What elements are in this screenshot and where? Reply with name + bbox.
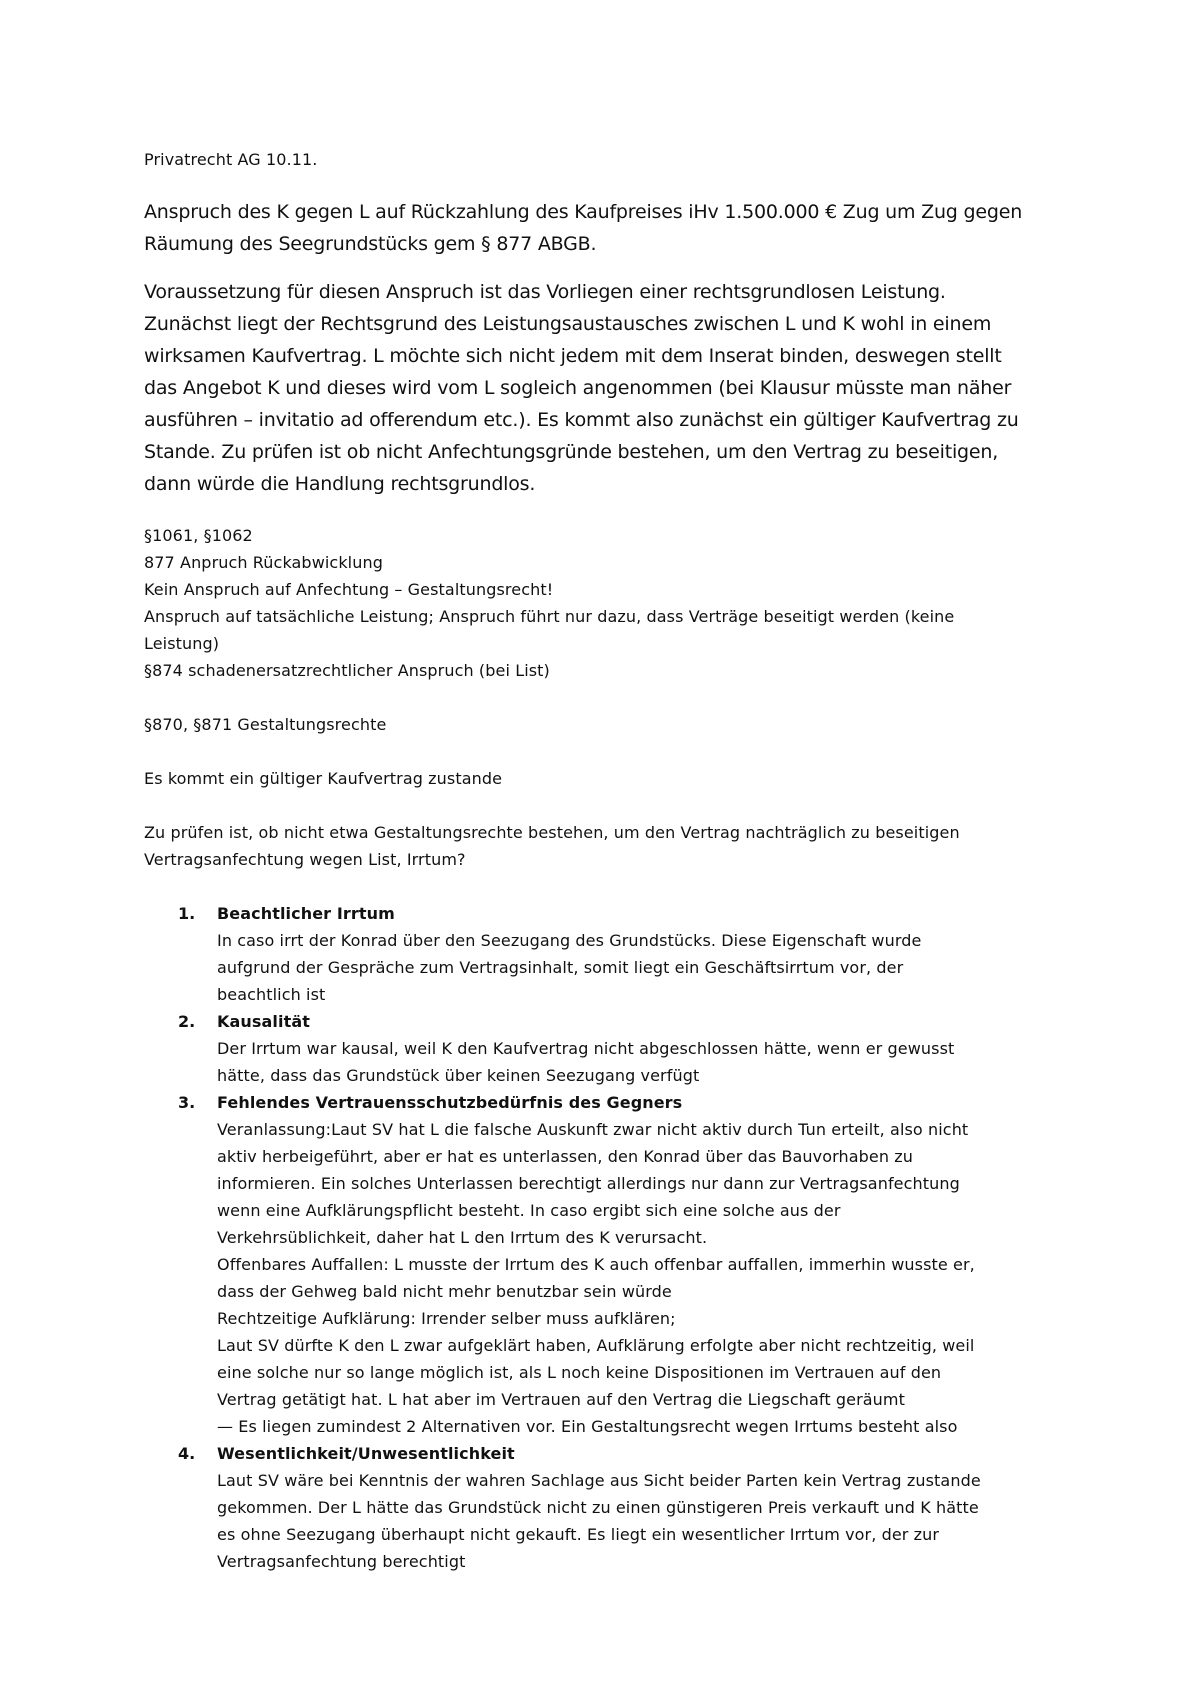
list-item-line: Offenbares Auffallen: L musste der Irrtum des K auch offenbar auffallen, immerhin wusste er, (217, 1255, 975, 1274)
note-line: §1061, §1062 (144, 526, 253, 545)
list-item-line: hätte, dass das Grundstück über keinen Seezugang verfügt (217, 1066, 700, 1085)
claim-line: Anspruch des K gegen L auf Rückzahlung des Kaufpreises iHv 1.500.000 € Zug um Zug gegen (144, 201, 1023, 223)
rights-line: §870, §871 Gestaltungsrechte (144, 715, 387, 734)
intro-line: dann würde die Handlung rechtsgrundlos. (144, 473, 536, 495)
list-item-line: eine solche nur so lange möglich ist, als L noch keine Dispositionen im Vertrauen auf den (217, 1363, 942, 1382)
list-number: 4. (178, 1444, 196, 1463)
list-item-line: wenn eine Aufklärungspflicht besteht. In caso ergibt sich eine solche aus der (217, 1201, 841, 1220)
list-item-line: — Es liegen zumindest 2 Alternativen vor. Ein Gestaltungsrecht wegen Irrtums besteht also (217, 1417, 958, 1436)
list-number: 2. (178, 1012, 196, 1031)
check-line: Vertragsanfechtung wegen List, Irrtum? (144, 850, 466, 869)
check-line: Zu prüfen ist, ob nicht etwa Gestaltungsrechte bestehen, um den Vertrag nachträglich zu beseitigen (144, 823, 960, 842)
list-item-line: Laut SV dürfte K den L zwar aufgeklärt haben, Aufklärung erfolgte aber nicht rechtzeitig, weil (217, 1336, 975, 1355)
list-item-line: gekommen. Der L hätte das Grundstück nicht zu einen günstigeren Preis verkauft und K hätte (217, 1498, 979, 1517)
note-line: Leistung) (144, 634, 220, 653)
list-item-line: aufgrund der Gespräche zum Vertragsinhalt, somit liegt ein Geschäftsirrtum vor, der (217, 958, 904, 977)
list-item-line: Laut SV wäre bei Kenntnis der wahren Sachlage aus Sicht beider Parten kein Vertrag zustande (217, 1471, 981, 1490)
list-item-line: Vertragsanfechtung berechtigt (217, 1552, 466, 1571)
claim-line: Räumung des Seegrundstücks gem § 877 ABGB. (144, 233, 597, 255)
note-line: 877 Anpruch Rückabwicklung (144, 553, 383, 572)
note-line: Anspruch auf tatsächliche Leistung; Anspruch führt nur dazu, dass Verträge beseitigt werden (keine (144, 607, 955, 626)
list-item-line: Vertrag getätigt hat. L hat aber im Vertrauen auf den Vertrag die Liegschaft geräumt (217, 1390, 905, 1409)
list-item-line: Veranlassung:Laut SV hat L die falsche Auskunft zwar nicht aktiv durch Tun erteilt, also nicht (217, 1120, 969, 1139)
list-item-line: In caso irrt der Konrad über den Seezugang des Grundstücks. Diese Eigenschaft wurde (217, 931, 922, 950)
list-item-line: informieren. Ein solches Unterlassen berechtigt allerdings nur dann zur Vertragsanfechtung (217, 1174, 960, 1193)
intro-line: wirksamen Kaufvertrag. L möchte sich nicht jedem mit dem Inserat binden, deswegen stellt (144, 345, 1002, 367)
list-number: 1. (178, 904, 196, 923)
list-item-line: dass der Gehweg bald nicht mehr benutzbar sein würde (217, 1282, 672, 1301)
list-item-line: Verkehrsüblichkeit, daher hat L den Irrtum des K verursacht. (217, 1228, 708, 1247)
list-item-heading: Kausalität (217, 1012, 310, 1031)
intro-line: Stande. Zu prüfen ist ob nicht Anfechtungsgründe bestehen, um den Vertrag zu beseitigen, (144, 441, 999, 463)
intro-line: das Angebot K und dieses wird vom L sogleich angenommen (bei Klausur müsste man näher (144, 377, 1012, 399)
note-line: §874 schadenersatzrechtlicher Anspruch (bei List) (144, 661, 550, 680)
list-item-line: Der Irrtum war kausal, weil K den Kaufvertrag nicht abgeschlossen hätte, wenn er gewusst (217, 1039, 955, 1058)
valid-contract-line: Es kommt ein gültiger Kaufvertrag zustande (144, 769, 503, 788)
note-line: Kein Anspruch auf Anfechtung – Gestaltungsrecht! (144, 580, 554, 599)
list-item-line: Rechtzeitige Aufklärung: Irrender selber muss aufklären; (217, 1309, 676, 1328)
list-item-line: es ohne Seezugang überhaupt nicht gekauft. Es liegt ein wesentlicher Irrtum vor, der zur (217, 1525, 940, 1544)
list-item-line: beachtlich ist (217, 985, 326, 1004)
list-item-heading: Beachtlicher Irrtum (217, 904, 395, 923)
intro-line: Voraussetzung für diesen Anspruch ist das Vorliegen einer rechtsgrundlosen Leistung. (144, 281, 946, 303)
list-item-heading: Fehlendes Vertrauensschutzbedürfnis des Gegners (217, 1093, 683, 1112)
list-item-heading: Wesentlichkeit/Unwesentlichkeit (217, 1444, 515, 1463)
list-number: 3. (178, 1093, 196, 1112)
list-item-line: aktiv herbeigeführt, aber er hat es unterlassen, den Konrad über das Bauvorhaben zu (217, 1147, 914, 1166)
intro-line: ausführen – invitatio ad offerendum etc.). Es kommt also zunächst ein gültiger Kaufvertrag zu (144, 409, 1019, 431)
document-title: Privatrecht AG 10.11. (144, 150, 318, 169)
intro-line: Zunächst liegt der Rechtsgrund des Leistungsaustausches zwischen L und K wohl in einem (144, 313, 992, 335)
